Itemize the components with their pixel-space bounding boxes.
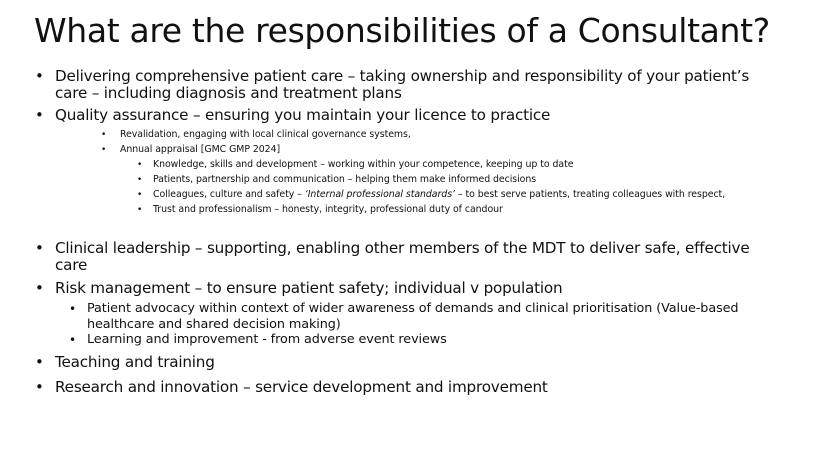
list-item-text bbox=[153, 189, 725, 201]
bullet-dot: • bbox=[137, 205, 143, 215]
bullet-dot: • bbox=[69, 302, 76, 316]
list-item-text: Risk management – to ensure patient safety; individual v population bbox=[55, 279, 563, 297]
list-item-text: Quality assurance – ensuring you maintain your licence to practice bbox=[55, 106, 551, 124]
list-item-text: Knowledge, skills and development – working within your competence, keeping up to date bbox=[153, 159, 574, 170]
bullet-dot: • bbox=[35, 279, 44, 297]
list-item-text: Research and innovation – service development and improvement bbox=[55, 378, 548, 396]
bullet-dot: • bbox=[137, 175, 143, 185]
bullet-dot: • bbox=[101, 130, 107, 140]
bullet-dot: • bbox=[137, 160, 143, 170]
list-item-text: Annual appraisal [GMC GMP 2024] bbox=[120, 144, 281, 155]
text-line: care – including diagnosis and treatment plans bbox=[55, 84, 402, 102]
bullet-dot: • bbox=[101, 145, 107, 155]
list-item-text bbox=[55, 240, 749, 274]
text-line: Delivering comprehensive patient care – taking ownership and responsibility of your patient’s bbox=[55, 67, 750, 85]
bullet-dot: • bbox=[35, 353, 44, 371]
bullet-dot: • bbox=[35, 67, 44, 85]
slide-title: What are the responsibilities of a Consultant? bbox=[34, 11, 770, 50]
text-line: Patient advocacy within context of wider awareness of demands and clinical prioritisation (Value-based bbox=[87, 301, 739, 316]
text-prefix: Colleagues, culture and safety – bbox=[153, 189, 305, 200]
list-item-text: Revalidation, engaging with local clinical governance systems, bbox=[120, 129, 411, 140]
list-item-text: Trust and professionalism – honesty, integrity, professional duty of candour bbox=[153, 204, 503, 215]
bullet-dot: • bbox=[35, 106, 44, 124]
bullet-dot: • bbox=[35, 239, 44, 257]
list-item-text bbox=[87, 301, 738, 333]
bullet-dot: • bbox=[35, 378, 44, 396]
list-item-text: Teaching and training bbox=[55, 353, 215, 371]
bullet-dot: • bbox=[137, 190, 143, 200]
list-item-text: Learning and improvement - from adverse event reviews bbox=[87, 332, 447, 347]
list-item-text bbox=[55, 68, 749, 102]
text-line: care bbox=[55, 256, 88, 274]
emphasis-text: ‘Internal professional standards’ bbox=[304, 189, 455, 200]
bullet-dot: • bbox=[69, 333, 76, 347]
text-suffix: – to best serve patients, treating colleagues with respect, bbox=[454, 189, 726, 200]
text-line: healthcare and shared decision making) bbox=[87, 317, 341, 332]
text-line: Clinical leadership – supporting, enabling other members of the MDT to deliver safe, effective bbox=[55, 239, 750, 257]
list-item-text: Patients, partnership and communication – helping them make informed decisions bbox=[153, 174, 537, 185]
